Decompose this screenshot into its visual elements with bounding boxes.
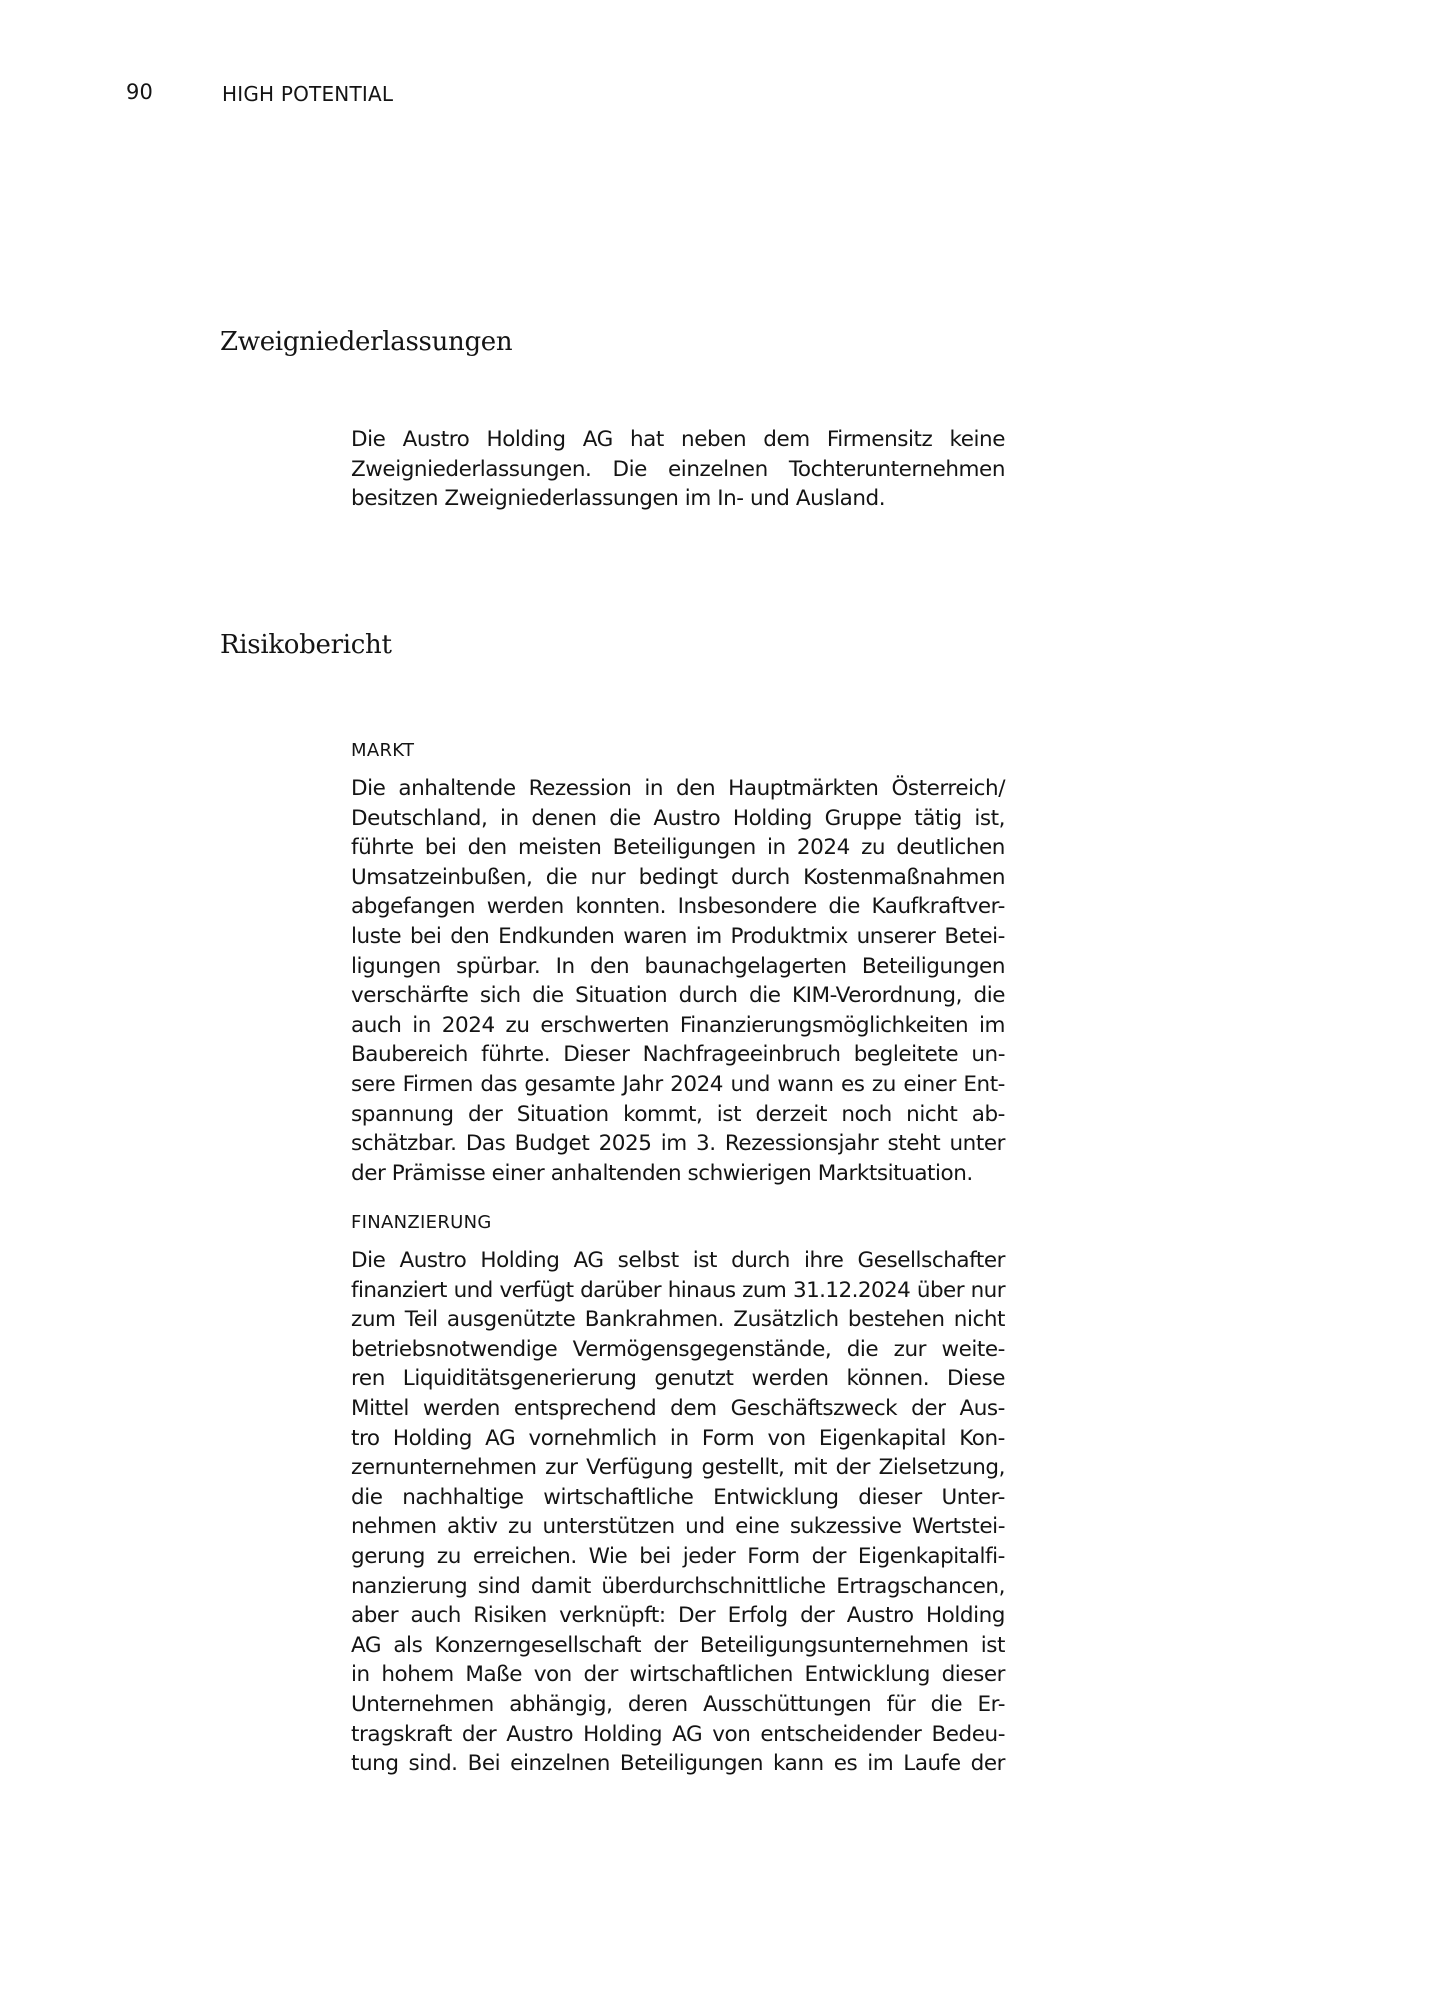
- text-line: Umsatzeinbußen, die nur bedingt durch Kostenmaßnahmen: [351, 864, 1005, 890]
- text-line: Die anhaltende Rezession in den Hauptmärkten Österreich/: [351, 776, 1005, 801]
- text-line: finanziert und verfügt darüber hinaus zum 31.12.2024 über nur: [351, 1277, 1005, 1303]
- text-line: Unternehmen abhängig, deren Ausschüttungen für die Er-: [351, 1691, 1005, 1717]
- text-line: ligungen spürbar. In den baunachgelagerten Beteiligungen: [351, 953, 1005, 979]
- text-line: tro Holding AG vornehmlich in Form von Eigenkapital Kon-: [351, 1425, 1005, 1451]
- text-line: spannung der Situation kommt, ist derzeit noch nicht ab-: [351, 1101, 1005, 1127]
- text-line: abgefangen werden konnten. Insbesondere die Kaufkraftver-: [351, 894, 1005, 920]
- text-line: betriebsnotwendige Vermögensgegenstände, die zur weite-: [351, 1336, 1005, 1362]
- text-line: der Prämisse einer anhaltenden schwierigen Marktsituation.: [351, 1160, 973, 1186]
- text-line: nehmen aktiv zu unterstützen und eine sukzessive Wertstei-: [351, 1514, 1005, 1540]
- text-line: Die Austro Holding AG hat neben dem Firmensitz keine: [351, 427, 1005, 452]
- running-title: HIGH POTENTIAL: [222, 82, 394, 106]
- page-number: 90: [126, 80, 154, 104]
- text-line: in hohem Maße von der wirtschaftlichen Entwicklung dieser: [351, 1662, 1005, 1688]
- text-line: nanzierung sind damit überdurchschnittliche Ertragschancen,: [351, 1573, 1005, 1599]
- text-line: tung sind. Bei einzelnen Beteiligungen kann es im Laufe der: [351, 1751, 1005, 1777]
- text-line: Mittel werden entsprechend dem Geschäftszweck der Aus-: [351, 1395, 1005, 1421]
- text-line: auch in 2024 zu erschwerten Finanzierungsmöglichkeiten im: [351, 1012, 1005, 1038]
- text-line: ren Liquiditätsgenerierung genutzt werden können. Diese: [351, 1366, 1005, 1392]
- text-line: luste bei den Endkunden waren im Produktmix unserer Betei-: [351, 923, 1005, 949]
- paragraph-zweigniederlassungen: [351, 425, 1005, 514]
- text-line: zernunternehmen zur Verfügung gestellt, mit der Zielsetzung,: [351, 1455, 1005, 1481]
- text-line: zum Teil ausgenützte Bankrahmen. Zusätzlich bestehen nicht: [351, 1307, 1005, 1333]
- section-title-zweigniederlassungen: Zweigniederlassungen: [220, 327, 513, 357]
- text-line: schätzbar. Das Budget 2025 im 3. Rezessionsjahr steht unter: [351, 1131, 1005, 1157]
- text-line: Die Austro Holding AG selbst ist durch ihre Gesellschafter: [351, 1248, 1005, 1273]
- text-line: verschärfte sich die Situation durch die KIM-Verordnung, die: [351, 983, 1005, 1009]
- text-line: die nachhaltige wirtschaftliche Entwicklung dieser Unter-: [351, 1484, 1005, 1510]
- text-line: sere Firmen das gesamte Jahr 2024 und wann es zu einer Ent-: [351, 1071, 1005, 1097]
- text-line: Deutschland, in denen die Austro Holding Gruppe tätig ist,: [351, 805, 1005, 831]
- paragraph-finanzierung: [351, 1246, 1005, 1779]
- text-line: AG als Konzerngesellschaft der Beteiligungsunternehmen ist: [351, 1632, 1005, 1658]
- text-line: gerung zu erreichen. Wie bei jeder Form der Eigenkapitalfi-: [351, 1543, 1005, 1569]
- section-title-risikobericht: Risikobericht: [220, 630, 392, 660]
- text-line: besitzen Zweigniederlassungen im In- und Ausland.: [351, 486, 886, 512]
- text-line: Zweigniederlassungen. Die einzelnen Tochterunternehmen: [351, 456, 1005, 482]
- text-line: Baubereich führte. Dieser Nachfrageeinbruch begleitete un-: [351, 1042, 1005, 1068]
- subheading-finanzierung: FINANZIERUNG: [351, 1212, 492, 1233]
- text-line: aber auch Risiken verknüpft: Der Erfolg der Austro Holding: [351, 1603, 1005, 1629]
- text-line: führte bei den meisten Beteiligungen in 2024 zu deutlichen: [351, 835, 1005, 861]
- text-line: tragskraft der Austro Holding AG von entscheidender Bedeu-: [351, 1721, 1005, 1747]
- paragraph-markt: [351, 774, 1005, 1188]
- subheading-markt: MARKT: [351, 740, 415, 761]
